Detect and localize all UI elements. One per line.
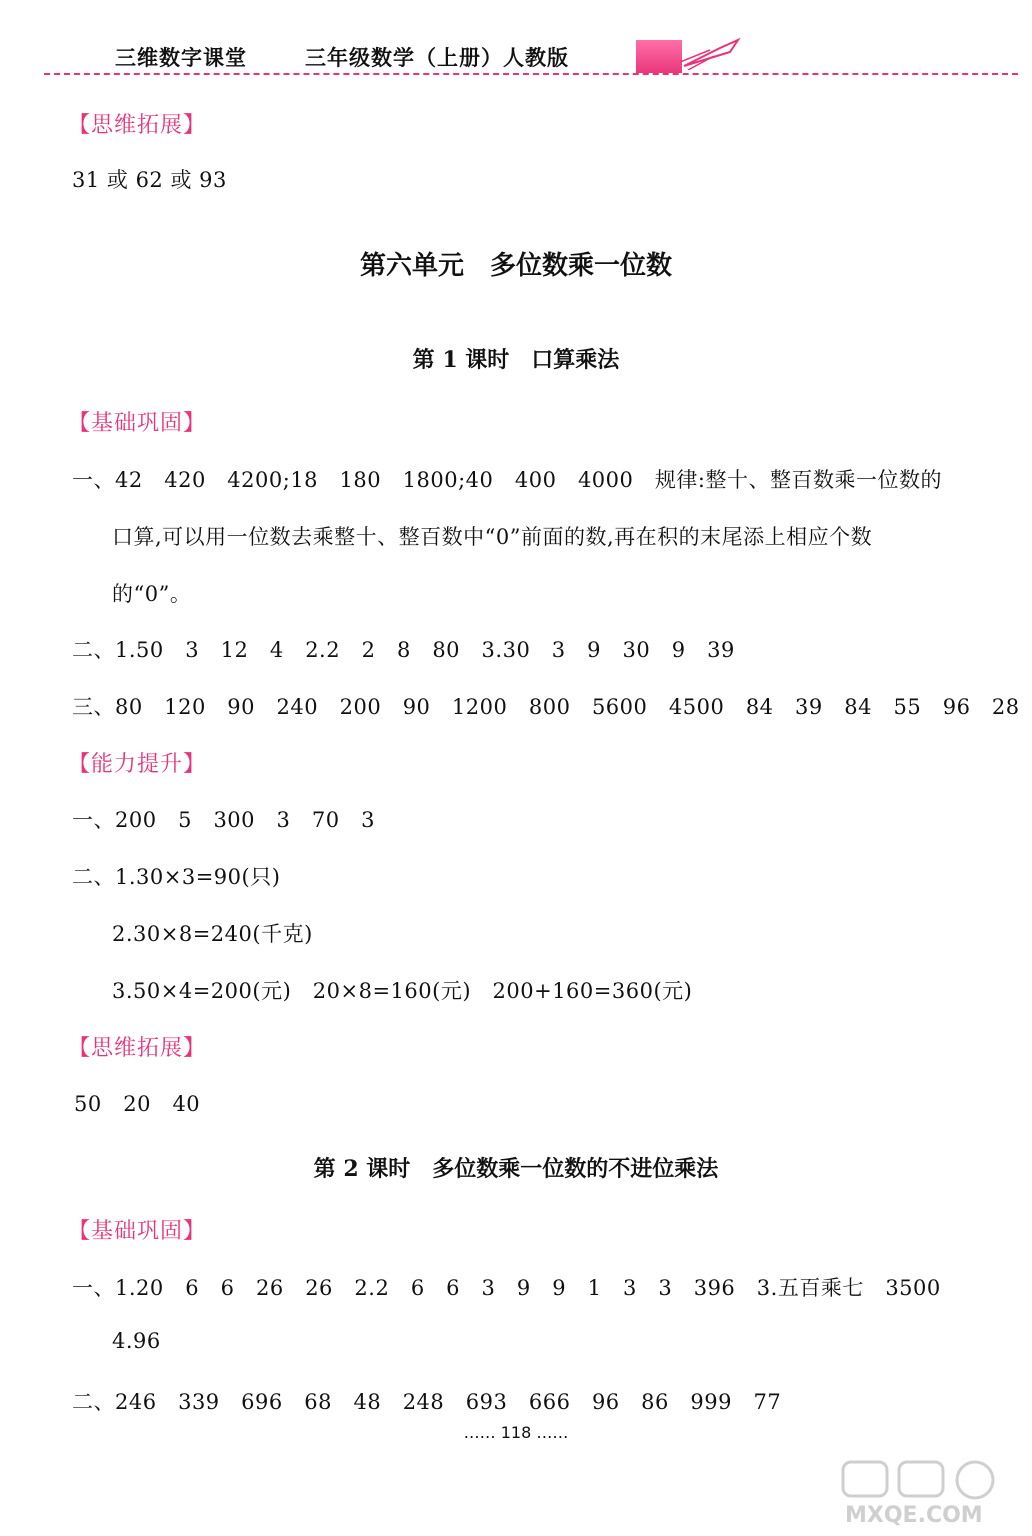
answer-line: 二、246 339 696 68 48 248 693 666 96 86 999 77 — [72, 1390, 782, 1414]
page-number-value: 118 — [500, 1423, 532, 1442]
section-tag-thinking-expansion: 【思维拓展】 — [68, 113, 207, 138]
watermark-logo — [835, 1458, 1025, 1528]
answer-line: 三、80 120 90 240 200 90 1200 800 5600 4500 84 39 84 55 96 28 — [72, 695, 1020, 719]
header-decoration-block — [636, 40, 682, 73]
answer-line: 口算,可以用一位数去乘整十、整百数中“0”前面的数,再在积的末尾添上相应个数 — [112, 525, 873, 549]
answer-line: 31 或 62 或 93 — [72, 168, 227, 192]
rocket-icon — [680, 36, 744, 70]
section-tag-thinking-expansion: 【思维拓展】 — [68, 1036, 207, 1061]
lesson-title: 第 2 课时 多位数乘一位数的不进位乘法 — [313, 1156, 719, 1182]
page-header — [0, 0, 1032, 80]
page-number-dots-left: …… — [463, 1423, 501, 1442]
book-subject-title: 三年级数学（上册）人教版 — [305, 46, 569, 70]
section-tag-ability-improvement: 【能力提升】 — [68, 752, 207, 777]
section-tag-basic-consolidation: 【基础巩固】 — [68, 1219, 207, 1244]
answer-line: 4.96 — [112, 1329, 161, 1353]
header-dashed-divider — [44, 73, 1018, 75]
answer-line: 2.30×8=240(千克) — [112, 922, 313, 946]
answer-line: 50 20 40 — [74, 1092, 201, 1116]
answer-line: 3.50×4=200(元) 20×8=160(元) 200+160=360(元) — [112, 979, 693, 1003]
page-number-dots-right: …… — [531, 1423, 569, 1442]
answer-line: 二、1.50 3 12 4 2.2 2 8 80 3.30 3 9 30 9 39 — [72, 638, 735, 662]
section-tag-basic-consolidation: 【基础巩固】 — [68, 411, 207, 436]
page-number — [0, 1423, 1032, 1442]
lesson-title: 第 1 课时 口算乘法 — [412, 347, 620, 373]
answer-line: 一、1.20 6 6 26 26 2.2 6 6 3 9 9 1 3 3 396 3.五百乘七 3500 — [72, 1276, 941, 1300]
watermark-text: MXQE.COM — [845, 1503, 983, 1528]
unit-title: 第六单元 多位数乘一位数 — [359, 251, 672, 281]
answer-line: 一、200 5 300 3 70 3 — [72, 808, 375, 832]
answer-line: 一、42 420 4200;18 180 1800;40 400 4000 规律:整十、整百数乘一位数的 — [72, 468, 942, 492]
answer-line: 的“0”。 — [112, 582, 192, 606]
book-series-title: 三维数字课堂 — [115, 46, 247, 70]
answer-line: 二、1.30×3=90(只) — [72, 865, 281, 889]
